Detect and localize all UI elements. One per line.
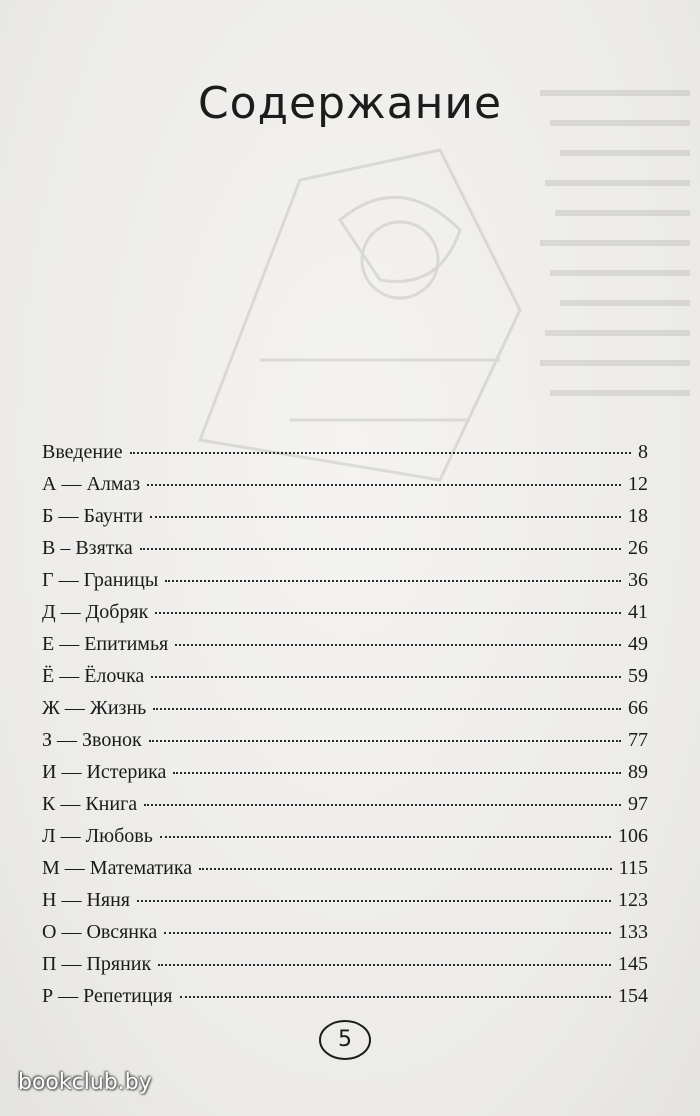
toc-entry-page: 97 xyxy=(628,793,648,815)
contents-title: Содержание xyxy=(197,78,503,129)
toc-entry-label: Н — Няня xyxy=(42,889,130,911)
toc-entry-page: 89 xyxy=(628,761,648,783)
toc-entry-page: 12 xyxy=(628,473,648,495)
toc-entry xyxy=(42,756,648,788)
toc-entry-label: Введение xyxy=(42,441,123,463)
page-number-badge xyxy=(317,1018,373,1062)
toc-entry-page: 49 xyxy=(628,633,648,655)
toc-entry xyxy=(42,948,648,980)
toc-dot-leader xyxy=(155,612,621,614)
toc-entry xyxy=(42,468,648,500)
toc-dot-leader xyxy=(144,804,621,806)
toc-dot-leader xyxy=(165,580,621,582)
toc-entry-page: 106 xyxy=(618,825,648,847)
toc-entry-label: А — Алмаз xyxy=(42,473,141,495)
toc-entry-page: 77 xyxy=(628,729,648,751)
toc-dot-leader xyxy=(151,676,621,678)
toc-entry-label: К — Книга xyxy=(42,793,138,815)
toc-dot-leader xyxy=(153,708,621,710)
toc-entry-page: 154 xyxy=(618,985,648,1007)
toc-entry-label: Д — Добряк xyxy=(42,601,149,623)
toc-entry-page: 123 xyxy=(618,889,648,911)
toc-entry xyxy=(42,980,648,1012)
table-of-contents xyxy=(42,436,648,1012)
toc-entry-page: 36 xyxy=(628,569,648,591)
toc-entry-page: 133 xyxy=(618,921,648,943)
toc-entry-page: 18 xyxy=(628,505,648,527)
watermark: bookclub.by xyxy=(18,1070,152,1095)
toc-entry xyxy=(42,532,648,564)
toc-dot-leader xyxy=(173,772,621,774)
toc-dot-leader xyxy=(164,932,611,934)
toc-entry-page: 8 xyxy=(638,441,648,463)
toc-entry xyxy=(42,436,648,468)
toc-dot-leader xyxy=(180,996,612,998)
toc-entry-label: Ж — Жизнь xyxy=(42,697,147,719)
toc-entry-page: 66 xyxy=(628,697,648,719)
toc-entry-label: И — Истерика xyxy=(42,761,167,783)
toc-entry xyxy=(42,628,648,660)
toc-entry-label: Л — Любовь xyxy=(42,825,153,847)
toc-dot-leader xyxy=(158,964,611,966)
toc-dot-leader xyxy=(149,740,621,742)
toc-entry-label: В – Взятка xyxy=(42,537,133,559)
toc-entry-label: П — Пряник xyxy=(42,953,152,975)
toc-dot-leader xyxy=(137,900,611,902)
toc-dot-leader xyxy=(160,836,611,838)
toc-entry xyxy=(42,884,648,916)
toc-entry-label: М — Математика xyxy=(42,857,193,879)
toc-entry-page: 145 xyxy=(618,953,648,975)
toc-dot-leader xyxy=(140,548,621,550)
toc-entry-label: Г — Границы xyxy=(42,569,159,591)
toc-dot-leader xyxy=(150,516,621,518)
toc-dot-leader xyxy=(199,868,612,870)
toc-entry-page: 26 xyxy=(628,537,648,559)
toc-entry-page: 41 xyxy=(628,601,648,623)
toc-entry-label: Е — Епитимья xyxy=(42,633,169,655)
toc-entry-label: О — Овсянка xyxy=(42,921,158,943)
toc-entry xyxy=(42,692,648,724)
toc-dot-leader xyxy=(175,644,621,646)
toc-entry xyxy=(42,916,648,948)
toc-entry xyxy=(42,852,648,884)
toc-entry-label: Ё — Ёлочка xyxy=(42,665,145,687)
toc-dot-leader xyxy=(130,452,631,454)
toc-entry-label: Р — Репетиция xyxy=(42,985,173,1007)
toc-entry xyxy=(42,820,648,852)
toc-entry xyxy=(42,788,648,820)
toc-entry-label: Б — Баунти xyxy=(42,505,143,527)
page-number: 5 xyxy=(338,1027,352,1052)
toc-entry-label: З — Звонок xyxy=(42,729,142,751)
toc-entry-page: 115 xyxy=(618,857,648,879)
toc-entry xyxy=(42,564,648,596)
toc-entry xyxy=(42,660,648,692)
toc-entry xyxy=(42,500,648,532)
toc-entry-page: 59 xyxy=(628,665,648,687)
toc-dot-leader xyxy=(147,484,621,486)
toc-entry xyxy=(42,724,648,756)
toc-entry xyxy=(42,596,648,628)
